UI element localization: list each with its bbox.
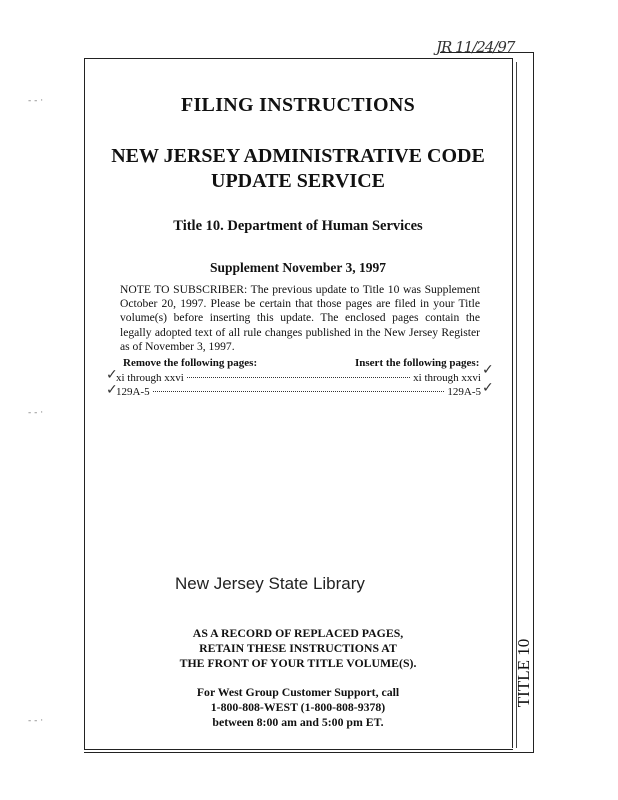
check-mark-icon: ✓ xyxy=(106,367,118,383)
insert-header: Insert the following pages: xyxy=(355,357,480,369)
subscriber-note: NOTE TO SUBSCRIBER: The previous update to Title 10 was Supplement October 20, 1997. Please be certain that those pages are filed in your Title volume(s) before inserting this update. The enclosed pages contain the legally adopted text of all rule changes published in the New Jersey Register as of November 3, 1997. xyxy=(120,283,480,353)
record-line-2: RETAIN THESE INSTRUCTIONS AT xyxy=(199,641,397,655)
library-stamp: New Jersey State Library xyxy=(175,574,365,593)
support-phone: 1-800-808-WEST (1-800-808-9378) xyxy=(210,700,386,714)
code-title-line-2: UPDATE SERVICE xyxy=(211,170,385,192)
title-tab xyxy=(515,628,533,718)
page-heading: FILING INSTRUCTIONS xyxy=(180,94,416,116)
margin-tick: - - · xyxy=(28,716,44,726)
remove-pages: xi through xxvi xyxy=(116,372,184,384)
check-mark-icon: ✓ xyxy=(482,362,494,378)
page-row xyxy=(116,372,481,384)
frame-bottom-rule xyxy=(84,752,534,753)
remove-header: Remove the following pages: xyxy=(123,357,258,369)
leader-dots xyxy=(187,377,410,378)
check-mark-icon: ✓ xyxy=(482,380,494,396)
record-line-3: THE FRONT OF YOUR TITLE VOLUME(S). xyxy=(179,656,417,670)
insert-pages: 129A-5 xyxy=(447,386,481,398)
title-line: Title 10. Department of Human Services xyxy=(173,218,423,234)
page-row xyxy=(116,386,481,398)
supplement-date: Supplement November 3, 1997 xyxy=(209,260,386,275)
frame-right-rule xyxy=(512,58,513,748)
support-hours: between 8:00 am and 5:00 pm ET. xyxy=(212,715,384,729)
title-tab-label: TITLE 10 xyxy=(514,638,533,708)
check-mark-icon: ✓ xyxy=(106,382,118,398)
leader-dots xyxy=(153,391,445,392)
handwritten-initials: JR 11/24/97 xyxy=(436,38,515,56)
margin-tick: - - · xyxy=(28,408,44,418)
margin-tick: - - · xyxy=(28,96,44,106)
remove-pages: 129A-5 xyxy=(116,386,150,398)
code-title-line-1: NEW JERSEY ADMINISTRATIVE CODE xyxy=(111,145,485,167)
insert-pages: xi through xxvi xyxy=(413,372,481,384)
record-line-1: AS A RECORD OF REPLACED PAGES, xyxy=(192,626,404,640)
support-line-1: For West Group Customer Support, call xyxy=(196,685,400,699)
